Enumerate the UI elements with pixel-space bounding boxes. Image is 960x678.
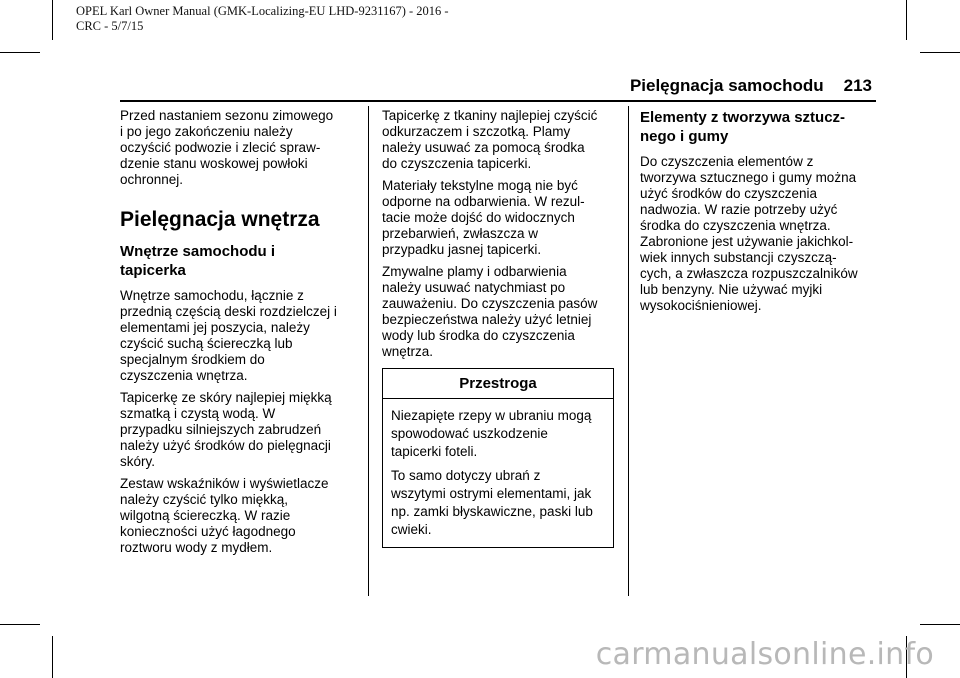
crop-mark-top-left-h xyxy=(0,52,40,53)
crop-mark-top-right-v xyxy=(906,0,907,40)
document-meta: OPEL Karl Owner Manual (GMK-Localizing-EU LHD-9231167) - 2016 - CRC - 5/7/15 xyxy=(76,4,449,33)
subsection-heading: Wnętrze samochodu i tapicerka xyxy=(120,243,276,279)
running-head xyxy=(630,76,872,96)
caution-box xyxy=(382,368,614,548)
caution-paragraph: To samo dotyczy ubrań z wszytymi ostrymi elementami, jak np. zamki błyskawiczne, paski lub cwieki. xyxy=(391,468,593,537)
paragraph: Do czyszczenia elementów z tworzywa sztucznego i gumy można użyć środków do czyszczenia nadwozia. W razie potrzeby użyć środka do czyszczenia wnętrza. Zabronione jest używanie jakichkol- wiek innych substancji czyszczą- cych, a zwłaszcza rozpuszczalników lub benzyny. Nie używać myjki wysokociśnieniowej. xyxy=(640,154,858,313)
crop-mark-top-right-h xyxy=(920,52,960,53)
crop-mark-bottom-right-h xyxy=(920,624,960,625)
column-1 xyxy=(120,108,370,562)
caution-body xyxy=(383,399,613,547)
paragraph: Materiały tekstylne mogą nie być odporne na odbarwienia. W rezul- tacie może dojść do widocznych przebarwień, zwłaszcza w przypadku jasnej tapicerki. xyxy=(382,178,585,257)
page-number: 213 xyxy=(843,76,872,95)
crop-mark-top-left-v xyxy=(52,0,53,40)
section-title: Pielęgnacja samochodu xyxy=(629,76,824,95)
subsection-heading: Elementy z tworzywa sztucz- nego i gumy xyxy=(640,109,846,145)
crop-mark-bottom-left-h xyxy=(0,624,40,625)
column-2 xyxy=(382,108,632,548)
caution-paragraph: Niezapięte rzepy w ubraniu mogą spowodować uszkodzenie tapicerki foteli. xyxy=(391,408,592,459)
paragraph: Zmywalne plamy i odbarwienia należy usuwać natychmiast po zauważeniu. Do czyszczenia pasów bezpieczeństwa należy użyć letniej wody lub środka do czyszczenia wnętrza. xyxy=(382,264,598,359)
caution-title: Przestroga xyxy=(383,369,613,399)
header-rule xyxy=(120,100,876,102)
crop-mark-bottom-left-v xyxy=(52,636,53,678)
paragraph: Zestaw wskaźników i wyświetlacze należy czyścić tylko miękką, wilgotną ściereczką. W razie konieczności użyć łagodnego roztworu wody z mydłem. xyxy=(120,476,329,555)
column-3 xyxy=(640,108,890,320)
paragraph: Tapicerkę z tkaniny najlepiej czyścić odkurzaczem i szczotką. Plamy należy usuwać za pomocą środka do czyszczenia tapicerki. xyxy=(382,108,598,171)
section-heading: Pielęgnacja wnętrza xyxy=(120,208,320,231)
paragraph: Przed nastaniem sezonu zimowego i po jego zakończeniu należy oczyścić podwozie i zlecić spraw- dzenie stanu woskowej powłoki ochronnej. xyxy=(120,108,334,187)
paragraph: Wnętrze samochodu, łącznie z przednią częścią deski rozdzielczej i elementami jej poszycia, należy czyścić suchą ściereczką lub specjalnym środkiem do czyszczenia wnętrza. xyxy=(120,288,337,383)
paragraph: Tapicerkę ze skóry najlepiej miękką szmatką i czystą wodą. W przypadku silniejszych zabrudzeń należy użyć środków do pielęgnacji skóry. xyxy=(120,390,332,469)
watermark: carmanualsonline.info xyxy=(595,637,934,672)
